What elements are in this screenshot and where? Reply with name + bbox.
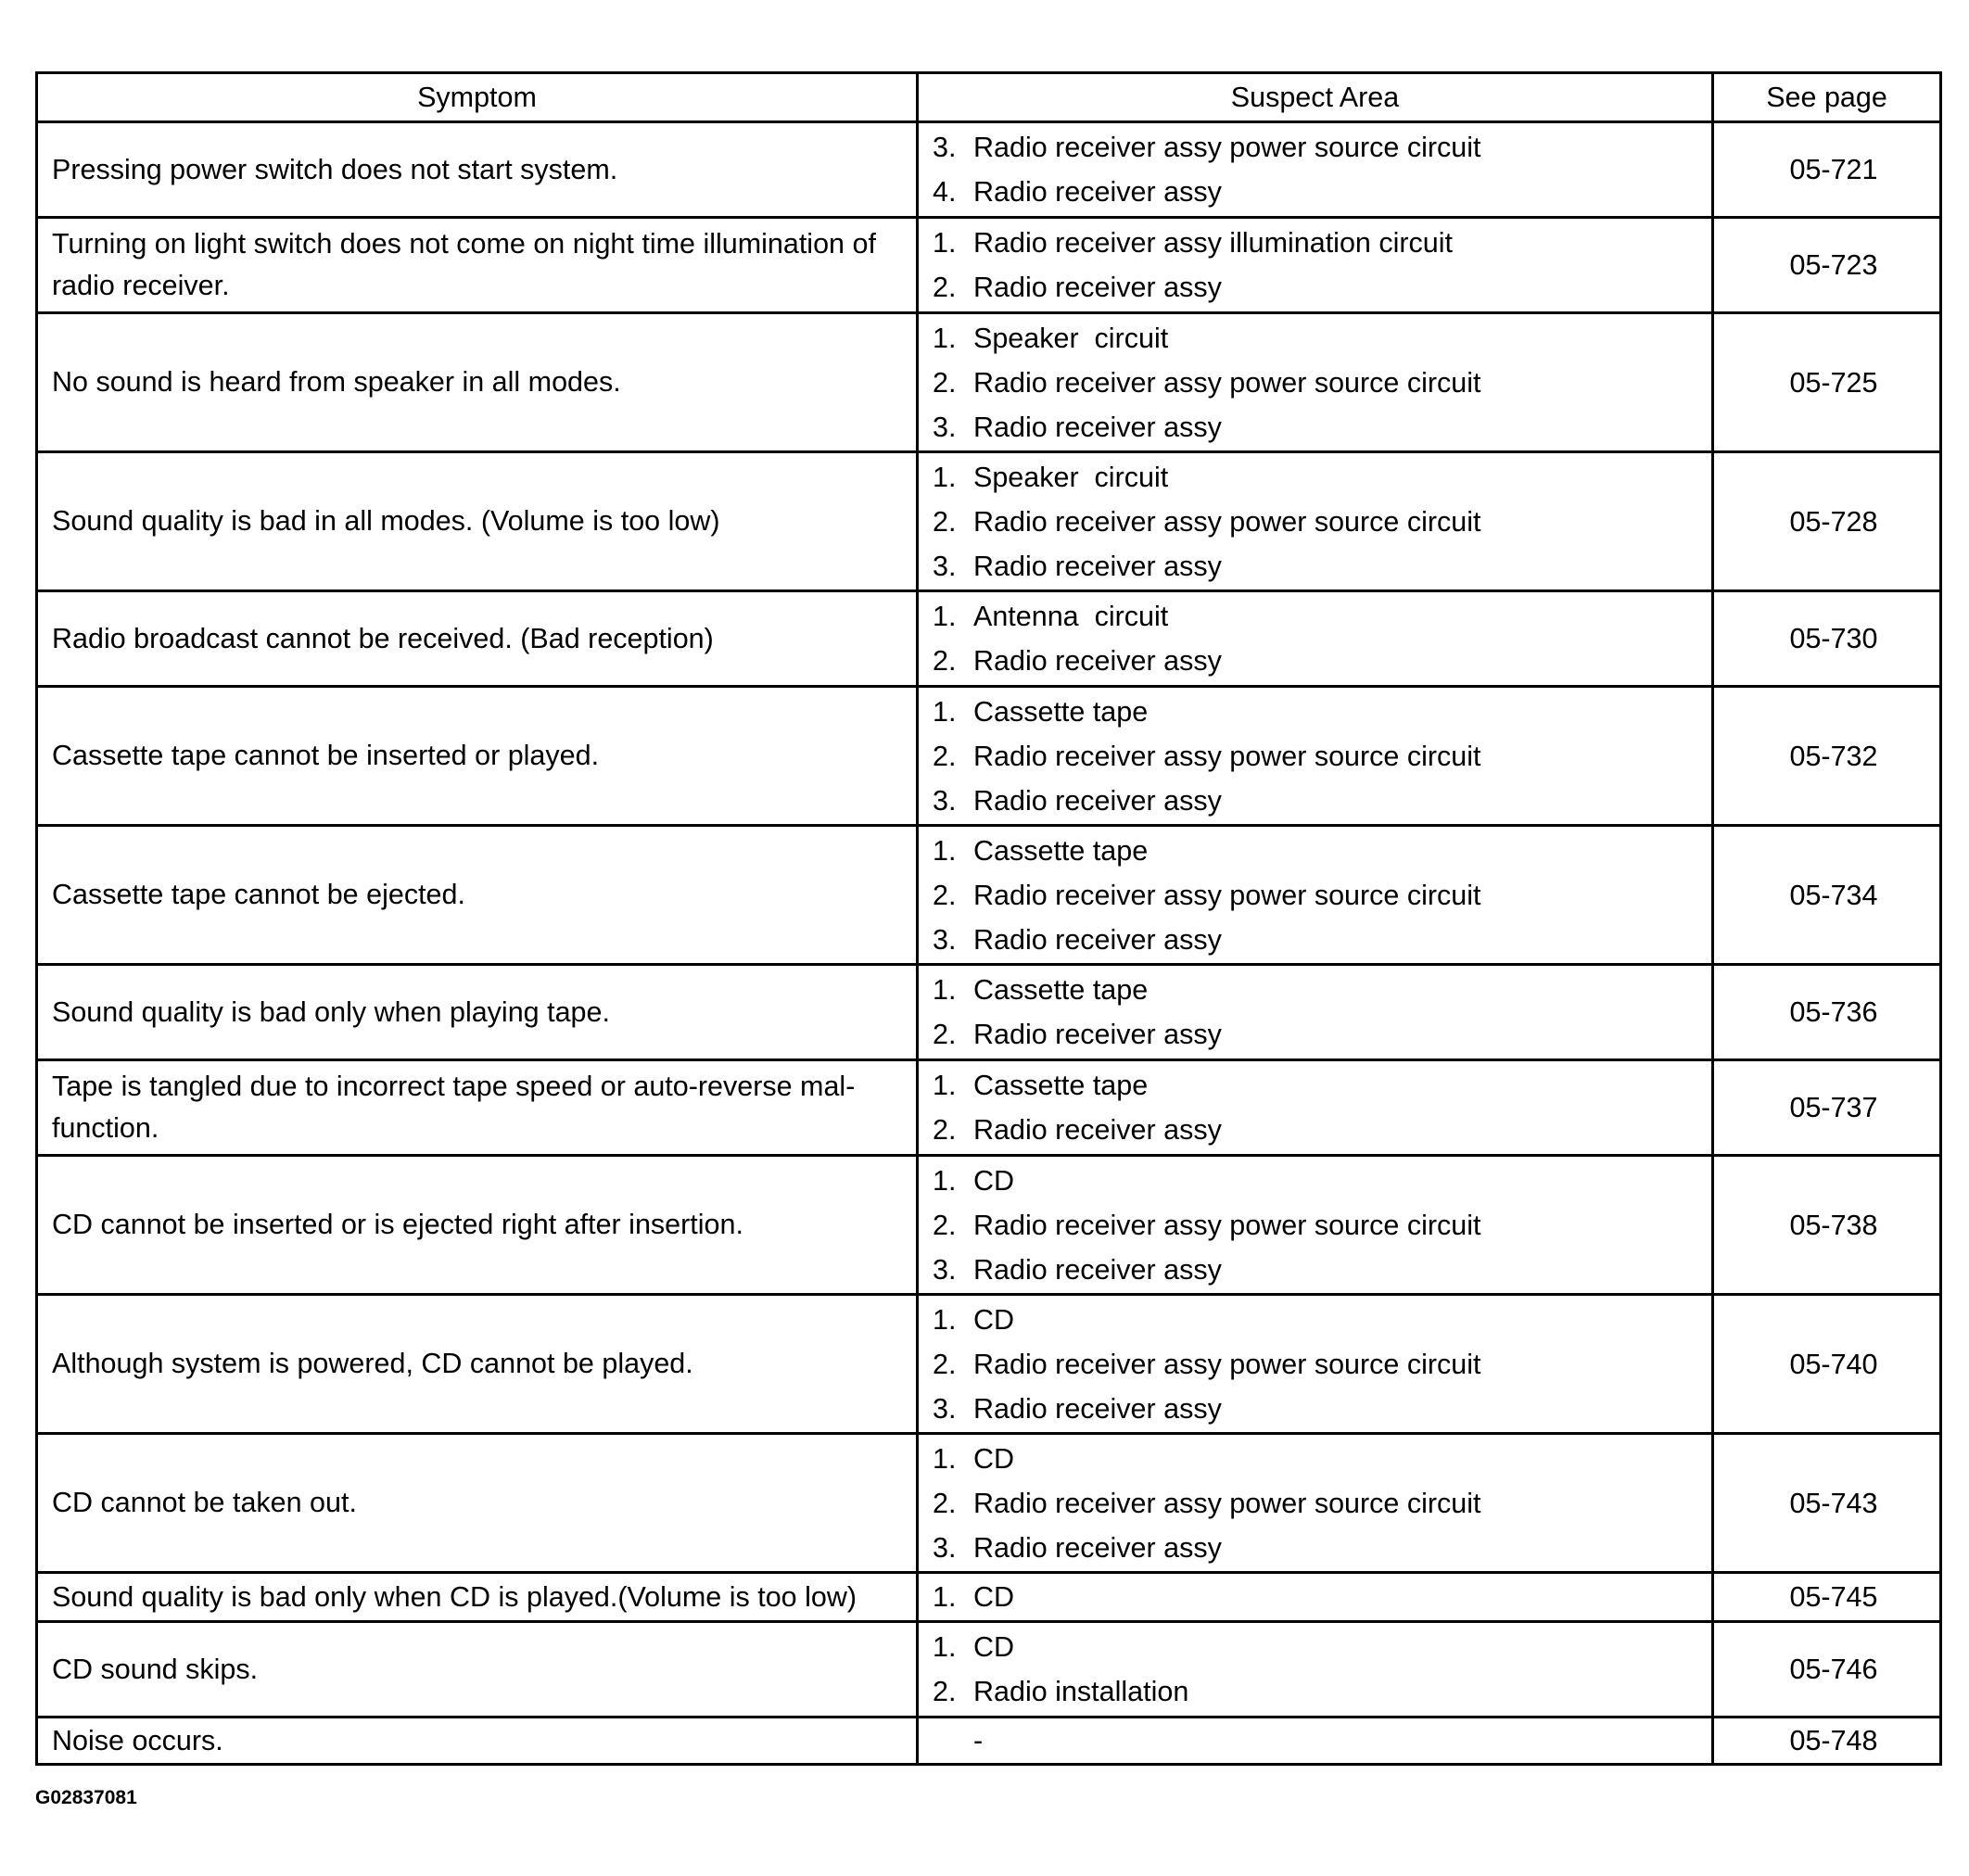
see-page-cell: 05-725 (1713, 313, 1941, 452)
table-row (37, 218, 1941, 313)
item-text: Radio receiver assy (973, 272, 1222, 303)
item-number: 2. (933, 740, 957, 772)
item-text: CD (973, 1303, 1015, 1336)
item-text: Radio receiver assy power source circuit (973, 132, 1481, 163)
item-text: Radio receiver assy (973, 1253, 1222, 1286)
item-number: 2. (933, 645, 957, 677)
header-see-page: See page (1713, 73, 1941, 122)
suspect-area-item (933, 544, 1711, 589)
table-row (37, 1434, 1941, 1573)
symptom-cell: Noise occurs. (37, 1718, 918, 1765)
table-row (37, 687, 1941, 826)
see-page-cell: 05-748 (1713, 1718, 1941, 1765)
item-number: 1. (933, 1442, 957, 1475)
item-text: Radio receiver assy power source circuit (973, 505, 1481, 538)
suspect-area-item (933, 316, 1711, 361)
item-text: Radio receiver assy (973, 411, 1222, 443)
suspect-area-cell (918, 1434, 1713, 1573)
item-text: Cassette tape (973, 834, 1149, 867)
symptom-cell: Sound quality is bad in all modes. (Volume is too low) (37, 452, 918, 591)
symptom-cell: Although system is powered, CD cannot be played. (37, 1295, 918, 1434)
item-number: 2. (933, 366, 957, 399)
suspect-area-cell (918, 1718, 1713, 1765)
item-number: 1. (933, 974, 957, 1006)
item-number: 2. (933, 272, 957, 303)
item-number: 3. (933, 1531, 957, 1564)
item-text: Radio receiver assy (973, 1019, 1222, 1050)
suspect-area-item (933, 779, 1711, 823)
see-page-cell: 05-721 (1713, 122, 1941, 218)
suspect-area-item (933, 873, 1711, 918)
item-number: 2. (933, 1348, 957, 1380)
symptom-cell: Pressing power switch does not start system. (37, 122, 918, 218)
suspect-area-cell (918, 1060, 1713, 1156)
suspect-area-item (933, 1437, 1711, 1481)
suspect-area-item (933, 221, 1711, 265)
item-number: 3. (933, 132, 957, 163)
see-page-cell: 05-730 (1713, 591, 1941, 687)
figure-id: G02837081 (35, 1787, 137, 1808)
suspect-area-item (933, 265, 1711, 310)
table-row (37, 1060, 1941, 1156)
see-page-cell: 05-737 (1713, 1060, 1941, 1156)
item-text: Antenna circuit (973, 601, 1169, 632)
symptom-cell: Tape is tangled due to incorrect tape speed or auto-reverse mal-function. (37, 1060, 918, 1156)
suspect-area-item (933, 918, 1711, 962)
see-page-cell: 05-740 (1713, 1295, 1941, 1434)
item-text: CD (973, 1442, 1015, 1475)
item-text: Radio receiver assy power source circuit (973, 366, 1481, 399)
header-row (37, 73, 1941, 122)
item-number: 3. (933, 784, 957, 817)
item-text: Radio receiver assy illumination circuit (973, 227, 1453, 259)
item-text: Radio receiver assy (973, 923, 1222, 956)
table-row (37, 1718, 1941, 1765)
item-text: Radio receiver assy power source circuit (973, 1348, 1481, 1380)
suspect-area-item (933, 1159, 1711, 1203)
suspect-area-item (933, 1387, 1711, 1431)
see-page-cell: 05-732 (1713, 687, 1941, 826)
symptom-cell: No sound is heard from speaker in all modes. (37, 313, 918, 452)
suspect-area-item (933, 405, 1711, 450)
item-text: Radio receiver assy (973, 550, 1222, 582)
item-number: 2. (933, 879, 957, 911)
item-number: 1. (933, 695, 957, 728)
suspect-area-cell (918, 826, 1713, 965)
item-text: - (973, 1725, 984, 1756)
item-number: 2. (933, 1114, 957, 1146)
symptom-cell: Turning on light switch does not come on night time illumination of radio receiver. (37, 218, 918, 313)
item-number: 1. (933, 1581, 957, 1613)
item-number: 2. (933, 1019, 957, 1050)
see-page-cell: 05-743 (1713, 1434, 1941, 1573)
symptom-cell: Sound quality is bad only when playing tape. (37, 965, 918, 1060)
see-page-cell: 05-738 (1713, 1156, 1941, 1295)
suspect-area-item (933, 829, 1711, 873)
item-text: Radio receiver assy power source circuit (973, 1487, 1481, 1519)
item-number: 3. (933, 550, 957, 582)
suspect-area-cell (918, 1295, 1713, 1434)
table-row (37, 591, 1941, 687)
suspect-area-item (933, 125, 1711, 170)
troubleshooting-table (35, 71, 1942, 1766)
suspect-area-item (933, 1063, 1711, 1108)
item-text: Radio receiver assy (973, 784, 1222, 817)
item-text: Radio receiver assy (973, 176, 1222, 208)
item-number: 1. (933, 322, 957, 354)
table-row (37, 452, 1941, 591)
suspect-area-item (933, 1526, 1711, 1570)
symptom-cell: CD cannot be taken out. (37, 1434, 918, 1573)
suspect-area-item (933, 594, 1711, 639)
table-row (37, 313, 1941, 452)
suspect-area-item (933, 455, 1711, 500)
item-number: 1. (933, 1070, 957, 1101)
header-suspect-area: Suspect Area (918, 73, 1713, 122)
item-number: 1. (933, 1164, 957, 1197)
suspect-area-item (933, 1625, 1711, 1669)
suspect-area-item (933, 1481, 1711, 1526)
item-text: Cassette tape (973, 695, 1149, 728)
item-text: Radio receiver assy (973, 1531, 1222, 1564)
table-row (37, 122, 1941, 218)
table-row (37, 826, 1941, 965)
suspect-area-item (933, 170, 1711, 214)
item-number: 3. (933, 411, 957, 443)
item-text: CD (973, 1581, 1015, 1613)
item-number: 3. (933, 1253, 957, 1286)
item-number: 1. (933, 1303, 957, 1336)
item-number: 1. (933, 461, 957, 493)
suspect-area-cell (918, 965, 1713, 1060)
suspect-area-item (933, 1669, 1711, 1714)
suspect-area-item (933, 1203, 1711, 1248)
item-text: Radio receiver assy power source circuit (973, 879, 1481, 911)
header-symptom: Symptom (37, 73, 918, 122)
table-row (37, 1156, 1941, 1295)
suspect-area-cell (918, 1622, 1713, 1718)
suspect-area-item (933, 639, 1711, 683)
suspect-area-cell (918, 313, 1713, 452)
see-page-cell: 05-746 (1713, 1622, 1941, 1718)
see-page-cell: 05-745 (1713, 1573, 1941, 1622)
table-row (37, 1573, 1941, 1622)
item-number: 4. (933, 176, 957, 208)
table-row (37, 1622, 1941, 1718)
suspect-area-item (933, 734, 1711, 779)
suspect-area-item (933, 1718, 1711, 1763)
table-row (37, 965, 1941, 1060)
item-text: CD (973, 1631, 1015, 1663)
table-row (37, 1295, 1941, 1434)
item-number: 1. (933, 601, 957, 632)
symptom-cell: Radio broadcast cannot be received. (Bad reception) (37, 591, 918, 687)
suspect-area-cell (918, 591, 1713, 687)
see-page-cell: 05-736 (1713, 965, 1941, 1060)
suspect-area-cell (918, 1156, 1713, 1295)
suspect-area-item (933, 500, 1711, 544)
suspect-area-cell (918, 452, 1713, 591)
suspect-area-item (933, 1248, 1711, 1292)
item-text: Radio receiver assy (973, 645, 1222, 677)
item-text: CD (973, 1164, 1015, 1197)
item-text: Radio receiver assy power source circuit (973, 1209, 1481, 1241)
suspect-area-item (933, 1342, 1711, 1387)
suspect-area-item (933, 968, 1711, 1012)
item-number: 1. (933, 1631, 957, 1663)
item-number: 3. (933, 1392, 957, 1425)
item-text: Radio receiver assy (973, 1392, 1222, 1425)
suspect-area-item (933, 361, 1711, 405)
see-page-cell: 05-734 (1713, 826, 1941, 965)
item-number: 2. (933, 505, 957, 538)
suspect-area-item (933, 1298, 1711, 1342)
see-page-cell: 05-728 (1713, 452, 1941, 591)
item-number: 2. (933, 1487, 957, 1519)
item-text: Radio installation (973, 1676, 1189, 1707)
see-page-cell: 05-723 (1713, 218, 1941, 313)
suspect-area-cell (918, 687, 1713, 826)
symptom-cell: Cassette tape cannot be inserted or played. (37, 687, 918, 826)
item-text: Cassette tape (973, 974, 1149, 1006)
symptom-cell: CD sound skips. (37, 1622, 918, 1718)
item-number: 3. (933, 923, 957, 956)
item-number: 2. (933, 1676, 957, 1707)
item-text: Speaker circuit (973, 322, 1169, 354)
item-text: Cassette tape (973, 1070, 1149, 1101)
item-number: 1. (933, 834, 957, 867)
suspect-area-item (933, 1012, 1711, 1057)
item-text: Speaker circuit (973, 461, 1169, 493)
suspect-area-item (933, 690, 1711, 734)
suspect-area-cell (918, 218, 1713, 313)
item-number: 2. (933, 1209, 957, 1241)
symptom-cell: CD cannot be inserted or is ejected right after insertion. (37, 1156, 918, 1295)
symptom-cell: Cassette tape cannot be ejected. (37, 826, 918, 965)
suspect-area-cell (918, 122, 1713, 218)
suspect-area-item (933, 1575, 1711, 1619)
item-text: Radio receiver assy power source circuit (973, 740, 1481, 772)
item-text: Radio receiver assy (973, 1114, 1222, 1146)
suspect-area-cell (918, 1573, 1713, 1622)
item-number: 1. (933, 227, 957, 259)
suspect-area-item (933, 1108, 1711, 1152)
symptom-cell: Sound quality is bad only when CD is played.(Volume is too low) (37, 1573, 918, 1622)
